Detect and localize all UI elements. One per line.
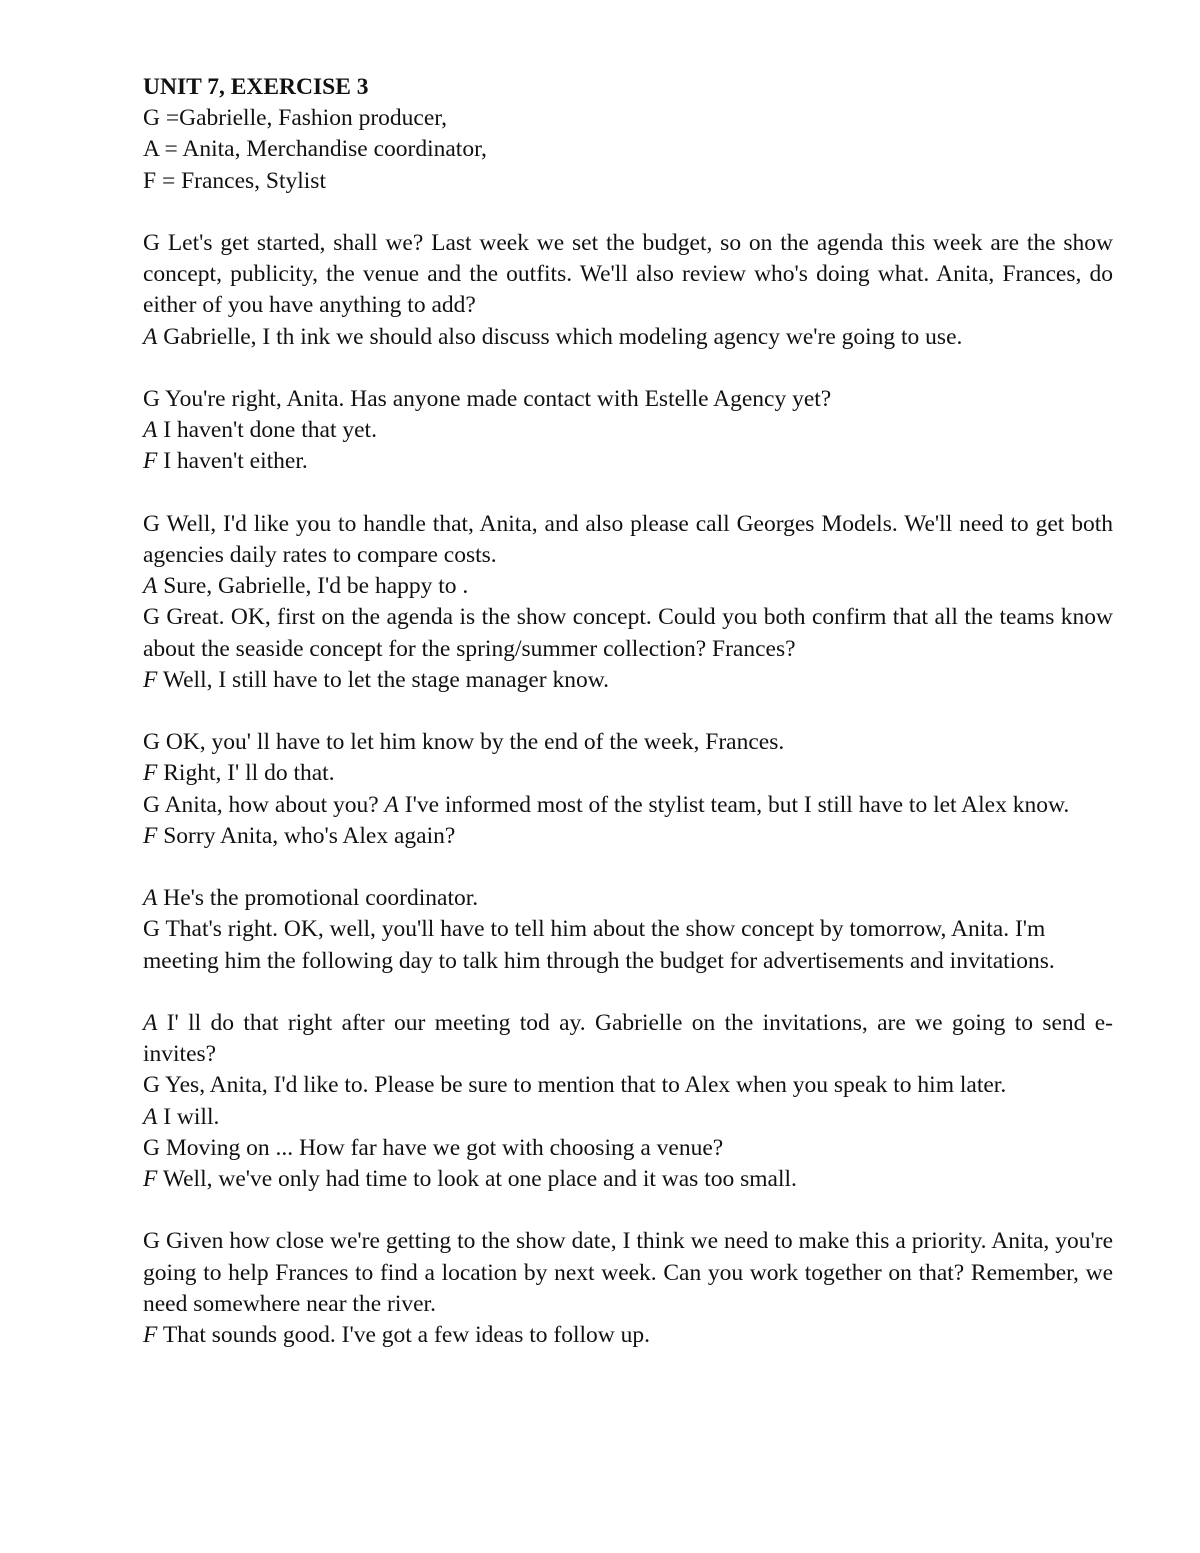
utterance-text: Moving on ... How far have we got with choosing a venue? bbox=[165, 1134, 724, 1161]
dialogue-line bbox=[143, 727, 1113, 758]
dialogue-line bbox=[143, 509, 1113, 571]
speaker-initial: F bbox=[143, 448, 158, 475]
utterance-text: Let's get started, shall we? Last week we set the budget, so on the agenda this week are the show concept, publicity, the venue and the outfits. We'll also review who's doing what. Anita, Frances, do either of you have anything to add? bbox=[143, 230, 1114, 319]
speaker-initial: F bbox=[143, 1322, 158, 1349]
speaker-initial: G bbox=[143, 510, 160, 537]
dialogue-line bbox=[143, 1070, 1113, 1101]
utterance-text: Well, I still have to let the stage manager know. bbox=[162, 666, 610, 693]
utterance-text: Sure, Gabrielle, I'd be happy to . bbox=[163, 573, 469, 600]
utterance-text: Right, I' ll do that. bbox=[163, 760, 335, 787]
dialogue bbox=[143, 197, 1113, 1351]
utterance-text: I've informed most of the stylist team, but I still have to let Alex know. bbox=[404, 791, 1070, 818]
dialogue-line bbox=[143, 415, 1113, 446]
dialogue-line bbox=[143, 883, 1113, 914]
utterance-text: I haven't done that yet. bbox=[163, 417, 377, 444]
speaker-initial: G bbox=[143, 1072, 160, 1099]
utterance-text: Sorry Anita, who's Alex again? bbox=[163, 822, 456, 849]
dialogue-line bbox=[143, 665, 1113, 696]
document-title: UNIT 7, EXERCISE 3 bbox=[143, 74, 369, 100]
dialogue-line bbox=[143, 1008, 1113, 1070]
speaker-initial: F bbox=[143, 760, 158, 787]
utterance-text: You're right, Anita. Has anyone made contact with Estelle Agency yet? bbox=[165, 386, 832, 412]
dialogue-line bbox=[143, 228, 1113, 322]
utterance-text: Well, we've only had time to look at one place and it was too small. bbox=[162, 1166, 797, 1193]
speaker-initial: G bbox=[143, 916, 160, 943]
paragraph-gap bbox=[143, 696, 1113, 727]
utterance-text: Gabrielle, I th ink we should also discuss which modeling agency we're going to use. bbox=[163, 323, 963, 350]
dialogue-line bbox=[143, 758, 1113, 789]
utterance-text: That sounds good. I've got a few ideas to follow up. bbox=[162, 1322, 651, 1349]
utterance-text: He's the promotional coordinator. bbox=[163, 885, 479, 912]
utterance-text: OK, you' ll have to let him know by the end of the week, Frances. bbox=[165, 729, 785, 756]
document-page bbox=[143, 72, 1113, 1351]
dialogue-line bbox=[143, 322, 1113, 353]
speaker-initial: G bbox=[143, 230, 160, 256]
utterance-text: Given how close we're getting to the show date, I think we need to make this a priority. Anita, you're going to help Frances to find a location by next week. Can you work together on that? Remember, we need somewhere near the river. bbox=[143, 1228, 1114, 1317]
role-frances: F = Frances, Stylist bbox=[143, 167, 326, 194]
speaker-initial: G bbox=[143, 791, 160, 818]
speaker-initial: A bbox=[143, 417, 158, 444]
dialogue-line bbox=[143, 602, 1113, 664]
paragraph-gap bbox=[143, 353, 1113, 384]
utterance-text: I' ll do that right after our meeting tod ay. Gabrielle on the invitations, are we going to send e-invites? bbox=[143, 1010, 1113, 1068]
speaker-initial: G bbox=[143, 1134, 160, 1161]
dialogue-line bbox=[143, 446, 1113, 477]
utterance-text: That's right. OK, well, you'll have to tell him about the show concept by tomorrow, Anita. I'm meeting him the following day to talk him through the budget for advertisements and invitations. bbox=[143, 916, 1055, 974]
paragraph-gap bbox=[143, 197, 1113, 228]
speaker-initial: G bbox=[143, 729, 160, 756]
speaker-initial: F bbox=[143, 1166, 158, 1193]
utterance-text: Yes, Anita, I'd like to. Please be sure to mention that to Alex when you speak to him later. bbox=[165, 1072, 1007, 1099]
dialogue-line bbox=[143, 914, 1113, 976]
paragraph-gap bbox=[143, 478, 1113, 509]
utterance-text: Well, I'd like you to handle that, Anita, and also please call Georges Models. We'll need to get both agencies daily rates to compare costs. bbox=[143, 510, 1113, 568]
speaker-initial: A bbox=[143, 573, 158, 600]
speaker-initial: F bbox=[143, 822, 158, 849]
paragraph-gap bbox=[143, 977, 1113, 1008]
paragraph-gap bbox=[143, 1195, 1113, 1226]
speaker-initial: A bbox=[143, 323, 158, 350]
dialogue-line bbox=[143, 821, 1113, 852]
dialogue-line bbox=[143, 1320, 1113, 1351]
paragraph-gap bbox=[143, 852, 1113, 883]
speaker-initial: A bbox=[143, 1010, 158, 1036]
speaker-initial: A bbox=[384, 791, 399, 818]
speaker-initial: A bbox=[143, 885, 158, 912]
dialogue-line bbox=[143, 1133, 1113, 1164]
utterance-text: I haven't either. bbox=[163, 448, 308, 475]
speaker-initial: A bbox=[143, 1103, 158, 1130]
dialogue-line bbox=[143, 790, 1113, 821]
speaker-initial: G bbox=[143, 604, 160, 631]
utterance-text: I will. bbox=[163, 1103, 220, 1130]
utterance-text: Anita, how about you? bbox=[164, 791, 379, 818]
role-gabrielle: G =Gabrielle, Fashion producer, bbox=[143, 105, 448, 132]
speaker-initial: F bbox=[143, 666, 158, 693]
dialogue-line bbox=[143, 384, 1113, 415]
dialogue-line bbox=[143, 1102, 1113, 1133]
role-anita: A = Anita, Merchandise coordinator, bbox=[143, 136, 487, 163]
dialogue-line bbox=[143, 1164, 1113, 1195]
speaker-initial: G bbox=[143, 386, 160, 412]
speaker-initial: G bbox=[143, 1228, 160, 1255]
dialogue-line bbox=[143, 1226, 1113, 1320]
dialogue-line bbox=[143, 571, 1113, 602]
utterance-text: Great. OK, first on the agenda is the show concept. Could you both confirm that all the teams know about the seaside concept for the spring/summer collection? Frances? bbox=[143, 604, 1113, 662]
